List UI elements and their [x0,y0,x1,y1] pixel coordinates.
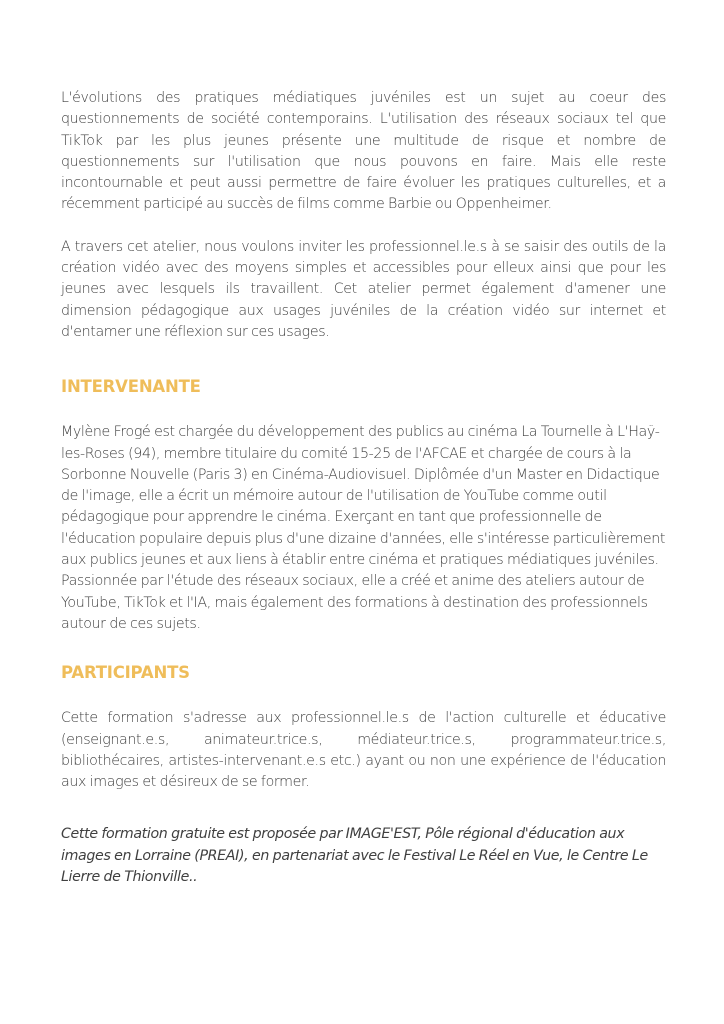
intervenante-bio: Mylène Frogé est chargée du développement des publics au cinéma La Tournelle à L'Haÿ-les-Roses (94), membre titulaire du comité 15-25 de l'AFCAE et chargée de cours à la Sorbonne Nouvelle (Paris 3) en Cinéma-Audiovisuel. Diplômée d'un Master en Didactique de l'image, elle a écrit un mémoire autour de l'utilisation de YouTube comme outil pédagogique pour apprendre le cinéma. Exerçant en tant que professionnelle de l'éducation populaire depuis plus d'une dizaine d'années, elle s'intéresse particulièrement aux publics jeunes et aux liens à établir entre cinéma et pratiques médiatiques juvéniles. Passionnée par l'étude des réseaux sociaux, elle a créé et anime des ateliers autour de YouTube, TikTok et l'IA, mais également des formations à destination des professionnels autour de ces sujets. [61,424,666,632]
partnership-note: Cette formation gratuite est proposée par IMAGE'EST, Pôle régional d'éducation aux images en Lorraine (PREAI), en partenariat avec le Festival Le Réel en Vue, le Centre Le Lierre de Thionville.. [61,826,648,886]
intro-paragraph-2: A travers cet atelier, nous voulons inviter les professionnel.le.s à se saisir des outils de la création vidéo avec des moyens simples et accessibles pour elleux ainsi que pour les jeunes avec lesquels ils travaillent. Cet atelier permet également d'amener une dimension pédagogique aux usages juvéniles de la création vidéo sur internet et d'entamer une réflexion sur ces usages. [61,238,666,340]
intro-paragraph-1: L'évolutions des pratiques médiatiques juvéniles est un sujet au coeur des questionnements de société contemporains. L'utilisation des réseaux sociaux tel que TikTok par les plus jeunes présente une multitude de risque et nombre de questionnements sur l'utilisation que nous pouvons en faire. Mais elle reste incontournable et peut aussi permettre de faire évoluer les pratiques culturelles, et a récemment participé au succès de films comme Barbie ou Oppenheimer. [61,90,666,213]
intervenante-heading: INTERVENANTE [61,377,201,397]
participants-description: Cette formation s'adresse aux professionnel.le.s de l'action culturelle et éducative (enseignant.e.s, animateur.trice.s, médiateur.trice.s, programmateur.trice.s, bibliothécaires, artistes-intervenant.e.s etc.) ayant ou non une expérience de l'éducation aux images et désireux de se former. [61,710,666,791]
document-page [61,88,666,888]
participants-heading: PARTICIPANTS [61,663,190,683]
